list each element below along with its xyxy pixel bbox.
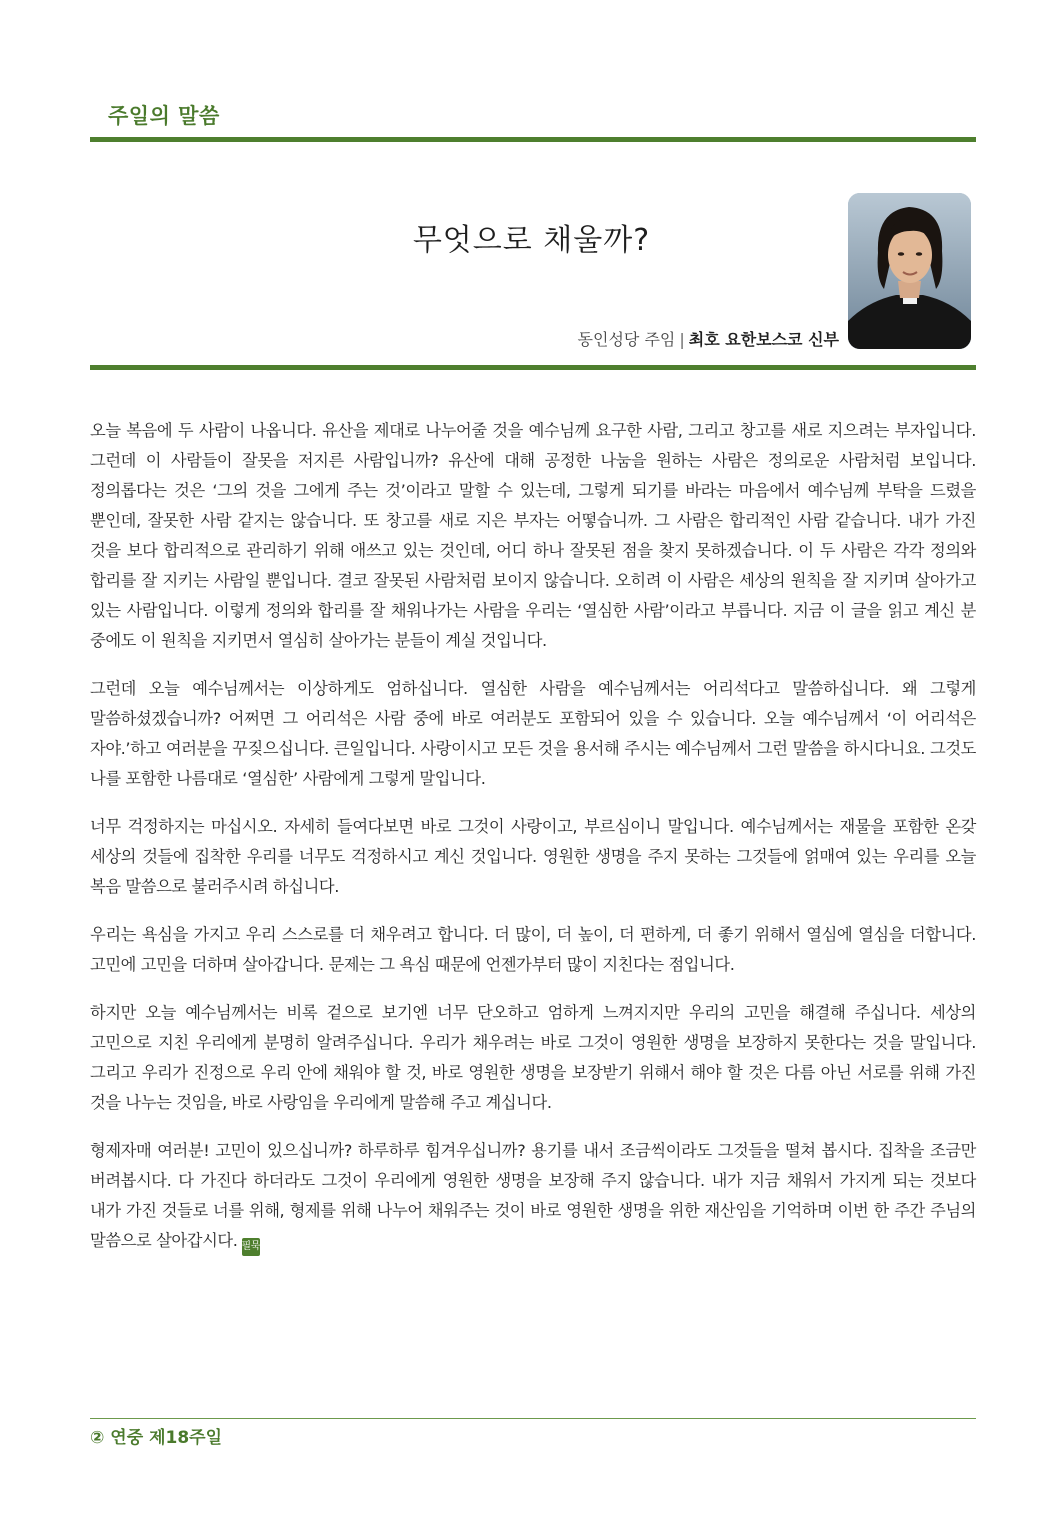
paragraph: 너무 걱정하지는 마십시오. 자세히 들여다보면 바로 그것이 사랑이고, 부르심이니 말입니다. 예수님께서는 재물을 포함한 온갖 세상의 것들에 집착한 우리를 너무도 걱정하시고 계신 것입니다. 영원한 생명을 주지 못하는 그것들에 얽매여 있는 우리를 오늘 복음 말씀으로 불러주시려 하십니다. bbox=[90, 817, 976, 896]
header-divider bbox=[90, 365, 976, 370]
paragraph: 하지만 오늘 예수님께서는 비록 겉으로 보기엔 너무 단오하고 엄하게 느껴지지만 우리의 고민을 해결해 주십니다. 세상의 고민으로 지친 우리에게 분명히 알려주십니다. 우리가 채우려는 바로 그것이 영원한 생명을 보장하지 못한다는 것을 말입니다. 그리고 우리가 진정으로 우리 안에 채워야 할 것, 바로 영원한 생명을 보장받기 위해서 해야 할 것은 다름 아닌 서로를 위해 가진 것을 나누는 것임을, 바로 사랑임을 우리에게 말씀해 주고 계십니다. bbox=[90, 1003, 976, 1112]
byline-separator: | bbox=[679, 330, 685, 349]
author-name: 최호 요한보스코 신부 bbox=[688, 330, 839, 349]
paragraph: 그런데 오늘 예수님께서는 이상하게도 엄하십니다. 열심한 사람을 예수님께서는 어리석다고 말씀하십니다. 왜 그렇게 말씀하셨겠습니까? 어쩌면 그 어리석은 사람 중에 바로 여러분도 포함되어 있을 수 있습니다. 오늘 예수님께서 ‘이 어리석은 자야.’하고 여러분을 꾸짖으십니다. 큰일입니다. 사랑이시고 모든 것을 용서해 주시는 예수님께서 그런 말씀을 하시다니요. 그것도 나를 포함한 나름대로 ‘열심한’ 사람에게 그렇게 말입니다. bbox=[90, 679, 976, 788]
paragraph-last bbox=[90, 1136, 976, 1256]
author-affiliation: 동인성당 주임 bbox=[577, 330, 676, 349]
end-mark-icon: 필묵 bbox=[242, 1238, 260, 1256]
paragraph-text: 형제자매 여러분! 고민이 있으십니까? 하루하루 힘겨우십니까? 용기를 내서 조금씩이라도 그것들을 떨쳐 봅시다. 집착을 조금만 버려봅시다. 다 가진다 하더라도 그것이 우리에게 영원한 생명을 보장해 주지 않습니다. 내가 지금 채워서 가지게 되는 것보다 내가 가진 것들로 너를 위해, 형제를 위해 나누어 채워주는 것이 바로 영원한 생명을 위한 재산임을 기억하며 이번 한 주간 주님의 말씀으로 살아갑시다. bbox=[90, 1141, 976, 1250]
paragraph: 우리는 욕심을 가지고 우리 스스로를 더 채우려고 합니다. 더 많이, 더 높이, 더 편하게, 더 좋기 위해서 열심에 열심을 더합니다. 고민에 고민을 더하며 살아갑니다. 문제는 그 욕심 때문에 언젠가부터 많이 지친다는 점입니다. bbox=[90, 925, 976, 974]
top-divider bbox=[90, 137, 976, 142]
footer-divider bbox=[90, 1418, 976, 1419]
author-portrait bbox=[848, 193, 971, 349]
paragraph: 오늘 복음에 두 사람이 나옵니다. 유산을 제대로 나누어줄 것을 예수님께 요구한 사람, 그리고 창고를 새로 지으려는 부자입니다. 그런데 이 사람들이 잘못을 저지른 사람입니까? 유산에 대해 공정한 나눔을 원하는 사람은 정의로운 사람처럼 보입니다. 정의롭다는 것은 ‘그의 것을 그에게 주는 것’이라고 말할 수 있는데, 그렇게 되기를 바라는 마음에서 예수님께 부탁을 드렸을 뿐인데, 잘못한 사람 같지는 않습니다. 또 창고를 새로 지은 부자는 어떻습니까. 그 사람은 합리적인 사람 같습니다. 내가 가진 것을 보다 합리적으로 관리하기 위해 애쓰고 있는 것인데, 어디 하나 잘못된 점을 찾지 못하겠습니다. 이 두 사람은 각각 정의와 합리를 잘 지키는 사람일 뿐입니다. 결코 잘못된 사람처럼 보이지 않습니다. 오히려 이 사람은 세상의 원칙을 잘 지키며 살아가고 있는 사람입니다. 이렇게 정의와 합리를 잘 채워나가는 사람을 우리는 ‘열심한 사람’이라고 부릅니다. 지금 이 글을 읽고 계신 분 중에도 이 원칙을 지키면서 열심히 살아가는 분들이 계실 것입니다. bbox=[90, 421, 976, 650]
section-label: 주일의 말씀 bbox=[108, 104, 220, 128]
article-title: 무엇으로 채울까? bbox=[412, 223, 651, 258]
page-footer: ② 연중 제18주일 bbox=[90, 1428, 222, 1448]
author-byline bbox=[578, 327, 839, 350]
article-body bbox=[90, 416, 976, 1274]
